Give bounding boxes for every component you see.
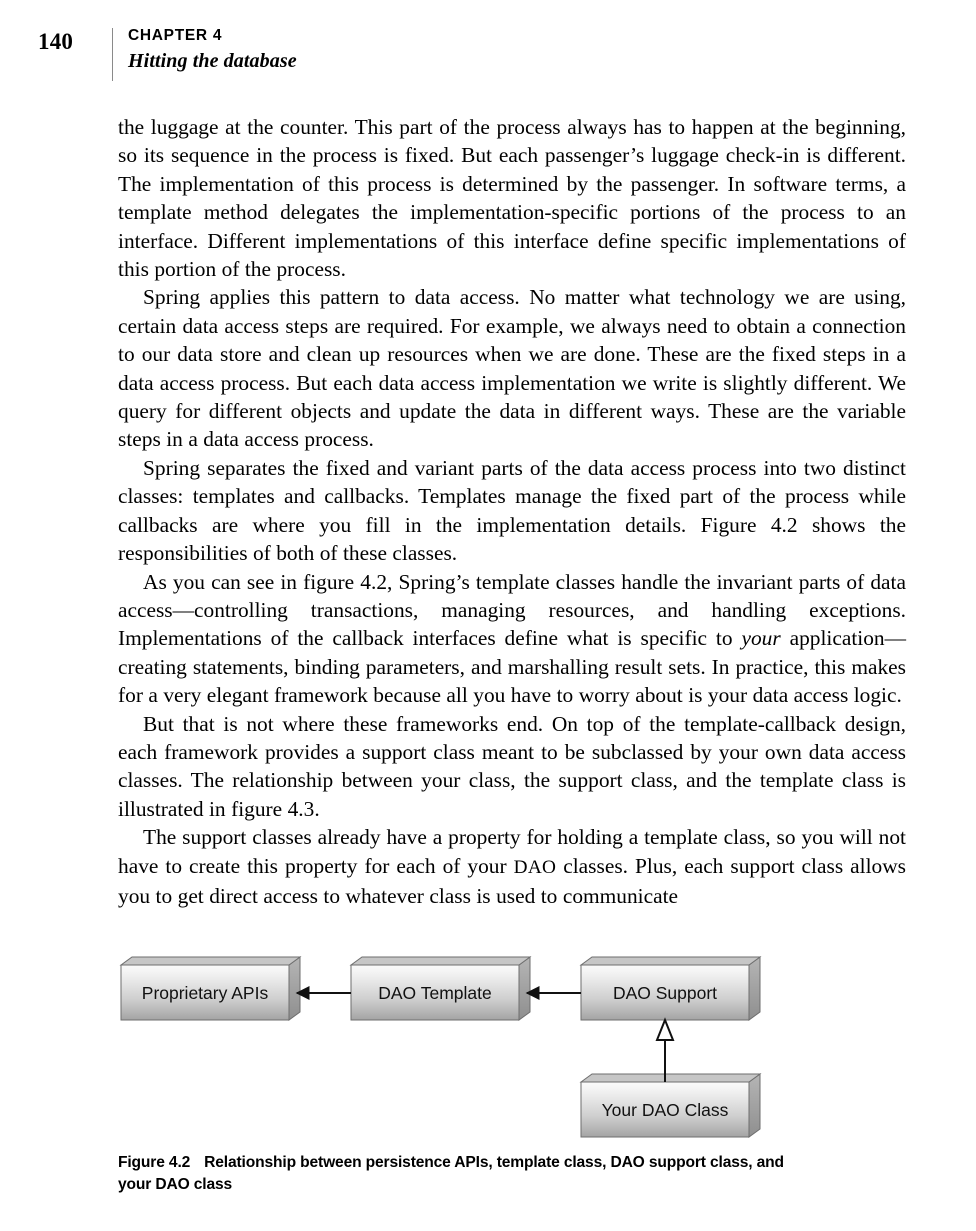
paragraph-6 xyxy=(118,823,906,910)
paragraph-4-tail: application—creating statements, binding parameters, and marshalling result sets. In practice, this makes for a very elegant framework because all you have to worry about is your data access logic. xyxy=(118,626,907,708)
figure-box-dao-support xyxy=(581,957,760,1020)
figure-box-proprietary-apis xyxy=(121,957,300,1020)
paragraph-2: Spring applies this pattern to data access. No matter what technology we are using, certain data access steps are required. For example, we always need to obtain a connection to our data store and clean up resources when we are done. These are the fixed steps in a data access process. But each data access implementation we write is slightly different. We query for different objects and update the data in different ways. These are the variable steps in a data access process. xyxy=(118,285,906,452)
paragraph-6-smallcaps-dao: DAO xyxy=(513,856,557,878)
paragraph-4 xyxy=(118,568,906,710)
paragraph-6-lead: The support classes already have a property for holding a template class, so you will not have to create this property for each of your xyxy=(118,825,906,878)
figure-box-dao-template xyxy=(351,957,530,1020)
generalization-triangle-icon xyxy=(657,1020,673,1040)
figure-box-label-dao-template: DAO Template xyxy=(378,983,492,1003)
chapter-title: Hitting the database xyxy=(128,50,297,72)
running-head xyxy=(128,26,297,74)
chapter-label: CHAPTER 4 xyxy=(128,27,223,44)
paragraph-6-tail: classes. Plus, each support class allows you to get direct access to whatever class is used to communicate xyxy=(118,853,906,908)
figure-box-label-proprietary-apis: Proprietary APIs xyxy=(141,983,269,1003)
figure-caption xyxy=(118,1152,818,1196)
figure-caption-number: Figure 4.2 xyxy=(118,1154,191,1171)
figure-caption-text: Relationship between persistence APIs, template class, DAO support class, and your DAO class xyxy=(118,1154,784,1193)
figure-box-label-your-dao-class: Your DAO Class xyxy=(601,1100,729,1120)
figure-box-your-dao-class xyxy=(581,1074,760,1137)
figure-connector-yourdao-to-support xyxy=(657,1020,673,1082)
figure-4-2 xyxy=(0,955,976,1155)
paragraph-5: But that is not where these frameworks end. On top of the template-callback design, each framework provides a support class meant to be subclassed by your own data access classes. The relationship between your class, the support class, and the template class is illustrated in figure 4.3. xyxy=(118,711,906,821)
page-number: 140 xyxy=(38,29,74,54)
page-header xyxy=(0,0,976,92)
figure-box-label-dao-support: DAO Support xyxy=(612,983,718,1003)
header-divider-rule xyxy=(112,28,113,81)
paragraph-3: Spring separates the fixed and variant parts of the data access process into two distinct classes: templates and callbacks. Templates manage the fixed part of the process while callbacks are where you fill in the implementation details. Figure 4.2 shows the responsibilities of both of these classes. xyxy=(118,455,906,566)
paragraph-4-emphasis: your xyxy=(741,626,781,651)
paragraph-1: the luggage at the counter. This part of the process always has to happen at the beginning, so its sequence in the process is fixed. But each passenger’s luggage check-in is different. The implementation of this process is determined by the passenger. In software terms, a template method delegates the implementation-specific portions of the process to an interface. Different implementations of this interface define specific implementations of this portion of the process. xyxy=(118,115,906,282)
body-text-column xyxy=(118,113,906,910)
paragraph-4-lead: As you can see in figure 4.2, Spring’s template classes handle the invariant parts of data access—controlling transactions, managing resources, and handling exceptions. Implementations of the callback interfaces define what is specific to xyxy=(118,569,906,651)
